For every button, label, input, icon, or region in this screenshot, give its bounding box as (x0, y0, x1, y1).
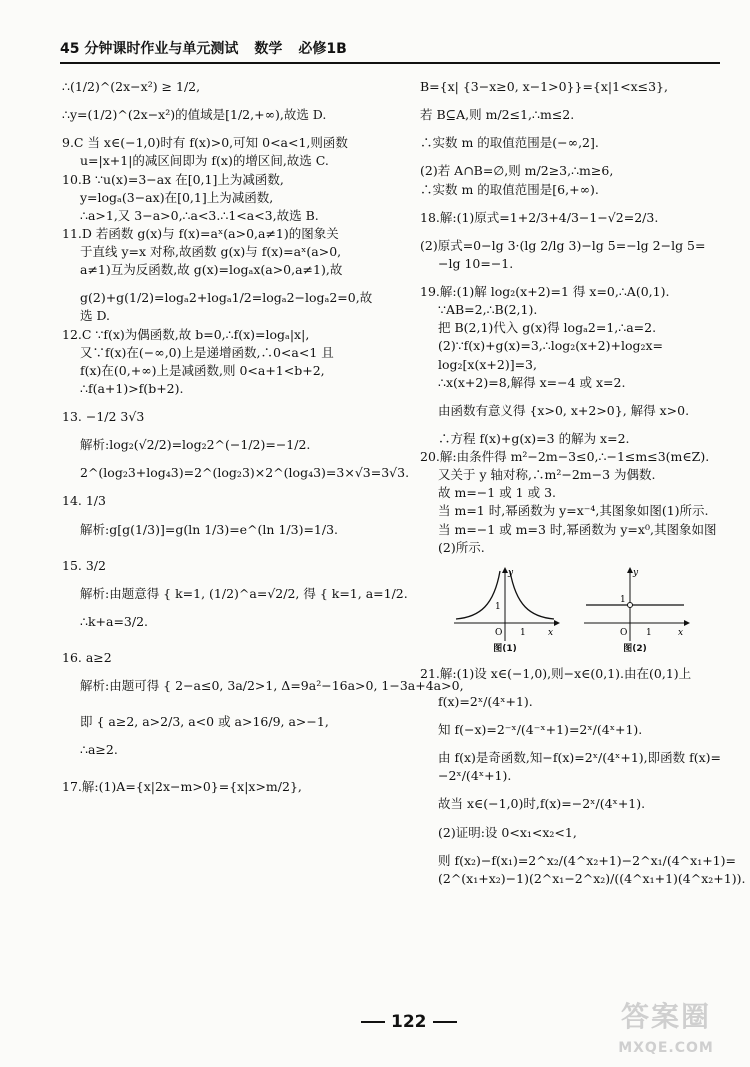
text-line: ∴f(a+1)>f(b+2). (80, 380, 184, 396)
text-line: log₂[x(x+2)]=3, (438, 356, 537, 372)
text-line: u=|x+1|的减区间即为 f(x)的增区间,故选 C. (80, 153, 329, 169)
running-header (60, 38, 720, 64)
text-line: (2)∵f(x)+g(x)=3,∴log₂(x+2)+log₂x= (438, 338, 664, 354)
page-number-text: 122 (391, 1012, 427, 1032)
text-line: 当 m=−1 或 m=3 时,幂函数为 y=x⁰,其图象如图 (438, 521, 717, 537)
text-line: 19.解:(1)解 log₂(x+2)=1 得 x=0,∴A(0,1). (420, 284, 670, 299)
text-line: ∴(1/2)^(2x−x²) ≥ 1/2, (62, 79, 201, 94)
series-title: 45 分钟课时作业与单元测试 (60, 40, 239, 57)
graph-y-x-zero (580, 565, 690, 643)
text-line: ∵AB=2,∴B(2,1). (438, 302, 538, 318)
text-line: 20.解:由条件得 m²−2m−3≤0,∴−1≤m≤3(m∈Z). (420, 449, 710, 464)
text-line: 12.C ∵f(x)为偶函数,故 b=0,∴f(x)=logₐ|x|, (62, 326, 310, 342)
text-line: 16. a≥2 (62, 650, 112, 665)
x-axis-label: x (548, 627, 554, 638)
text-line: 于直线 y=x 对称,故函数 g(x)与 f(x)=aˣ(a>0, (80, 244, 342, 259)
text-line: (2)证明:设 0<x₁<x₂<1, (438, 824, 577, 840)
subject-label: 数学 (254, 40, 283, 57)
text-line: y=logₐ(3−ax)在[0,1]上为减函数, (80, 189, 274, 205)
text-line: 解析:log₂(√2/2)=log₂2^(−1/2)=−1/2. (80, 437, 311, 453)
text-line: 2^(log₂3+log₄3)=2^(log₂3)×2^(log₄3)=3×√3=3√3. (80, 465, 410, 481)
text-line: 18.解:(1)原式=1+2/3+4/3−1−√2=2/3. (420, 209, 659, 225)
text-line: ∴a>1,又 3−a>0,∴a<3.∴1<a<3,故选 B. (80, 207, 319, 223)
text-line: (2)原式=0−lg 3·(lg 2/lg 3)−lg 5=−lg 2−lg 5= (420, 237, 706, 253)
figure-1-caption: 图(1) (493, 643, 517, 654)
text-line: 由函数有意义得 {x>0, x+2>0}, 解得 x>0. (438, 402, 690, 418)
right-column (420, 78, 746, 888)
y-tick-label: 1 (495, 601, 501, 612)
book-label: 必修1B (298, 40, 347, 57)
text-line: 若 B⊆A,则 m/2≤1,∴m≤2. (420, 107, 575, 123)
origin-label: O (495, 627, 503, 638)
figure-2-caption: 图(2) (623, 643, 647, 654)
y-tick-label: 1 (620, 594, 626, 605)
watermark-line1: 答案圈 (620, 1000, 711, 1033)
text-line: 故 m=−1 或 1 或 3. (438, 485, 556, 501)
x-tick-label: 1 (646, 627, 652, 638)
text-line: 21.解:(1)设 x∈(−1,0),则−x∈(0,1).由在(0,1)上 (420, 665, 692, 681)
text-line: 由 f(x)是奇函数,知−f(x)=2ˣ/(4ˣ+1),即函数 f(x)= (438, 750, 721, 766)
text-line: 又∵f(x)在(−∞,0)上是递增函数,∴0<a<1 且 (80, 344, 334, 360)
text-line: 14. 1/3 (62, 493, 106, 509)
text-line: f(x)=2ˣ/(4ˣ+1). (438, 693, 533, 709)
text-line: 17.解:(1)A={x|2x−m>0}={x|x>m/2}, (62, 778, 302, 794)
text-line: −2ˣ/(4ˣ+1). (438, 768, 512, 784)
power-function-figures (420, 565, 720, 657)
x-tick-label: 1 (520, 627, 526, 638)
text-line: ∴y=(1/2)^(2x−x²)的值域是[1/2,+∞),故选 D. (62, 107, 327, 123)
text-line: ∴方程 f(x)+g(x)=3 的解为 x=2. (438, 430, 630, 446)
watermark-logo (596, 997, 736, 1057)
text-line: 9.C 当 x∈(−1,0)时有 f(x)>0,可知 0<a<1,则函数 (62, 135, 348, 151)
text-line: ∴实数 m 的取值范围是[6,+∞). (420, 181, 599, 197)
graph-y-x-neg4 (450, 565, 560, 643)
y-axis-label: y (508, 567, 514, 578)
text-line: 把 B(2,1)代入 g(x)得 logₐ2=1,∴a=2. (438, 320, 657, 336)
text-line: f(x)在(0,+∞)上是减函数,则 0<a+1<b+2, (80, 362, 325, 378)
text-line: ∴k+a=3/2. (80, 613, 149, 629)
text-line: 解析:g[g(1/3)]=g(ln 1/3)=e^(ln 1/3)=1/3. (80, 521, 339, 537)
page-number (355, 1010, 463, 1035)
text-line: (2)若 A∩B=∅,则 m/2≥3,∴m≥6, (420, 163, 614, 179)
text-line: 知 f(−x)=2⁻ˣ/(4⁻ˣ+1)=2ˣ/(4ˣ+1). (438, 722, 643, 737)
text-line: (2^(x₁+x₂)−1)(2^x₁−2^x₂)/((4^x₁+1)(4^x₂+1)). (438, 870, 746, 886)
text-line: 故当 x∈(−1,0)时,f(x)=−2ˣ/(4ˣ+1). (438, 796, 646, 812)
text-line: 10.B ∵u(x)=3−ax 在[0,1]上为减函数, (62, 171, 284, 187)
text-line: −lg 10=−1. (438, 255, 514, 271)
text-line: a≠1)互为反函数,故 g(x)=logₐx(a>0,a≠1),故 (80, 262, 343, 278)
text-line: 13. −1/2 3√3 (62, 409, 145, 424)
text-line: g(2)+g(1/2)=logₐ2+logₐ1/2=logₐ2−logₐ2=0,故 (80, 290, 373, 306)
y-axis-label: y (633, 567, 639, 578)
text-line: ∴x(x+2)=8,解得 x=−4 或 x=2. (438, 374, 626, 390)
text-line: 即 { a≥2, a>2/3, a<0 或 a>16/9, a>−1, (80, 714, 329, 730)
watermark-line2: MXQE.COM (618, 1039, 714, 1056)
origin-label: O (620, 627, 628, 638)
text-line: 当 m=1 时,幂函数为 y=x⁻⁴,其图象如图(1)所示. (438, 503, 709, 519)
text-line: 解析:由题意得 { k=1, (1/2)^a=√2/2, 得 { k=1, a=1/2. (80, 585, 408, 601)
text-line: (2)所示. (438, 539, 485, 555)
text-line: 15. 3/2 (62, 557, 106, 573)
text-line: 选 D. (80, 308, 111, 324)
text-line: 解析:由题可得 { 2−a≤0, 3a/2>1, Δ=9a²−16a>0, 1−3a+4a>0, (80, 678, 464, 694)
text-line: ∴a≥2. (80, 742, 118, 758)
text-line: ∴实数 m 的取值范围是(−∞,2]. (420, 135, 599, 151)
text-line: 11.D 若函数 g(x)与 f(x)=aˣ(a>0,a≠1)的图象关 (62, 225, 339, 241)
figure-1 (450, 565, 560, 656)
page-number-dash-right (433, 1021, 457, 1023)
text-line: B={x| {3−x≥0, x−1>0}}={x|1<x≤3}, (420, 79, 668, 94)
text-line: 又关于 y 轴对称,∴m²−2m−3 为偶数. (438, 467, 656, 483)
figure-2 (580, 565, 690, 656)
x-axis-label: x (678, 627, 684, 638)
page-number-dash-left (361, 1021, 385, 1023)
text-line: 则 f(x₂)−f(x₁)=2^x₂/(4^x₂+1)−2^x₁/(4^x₁+1)= (438, 852, 736, 868)
